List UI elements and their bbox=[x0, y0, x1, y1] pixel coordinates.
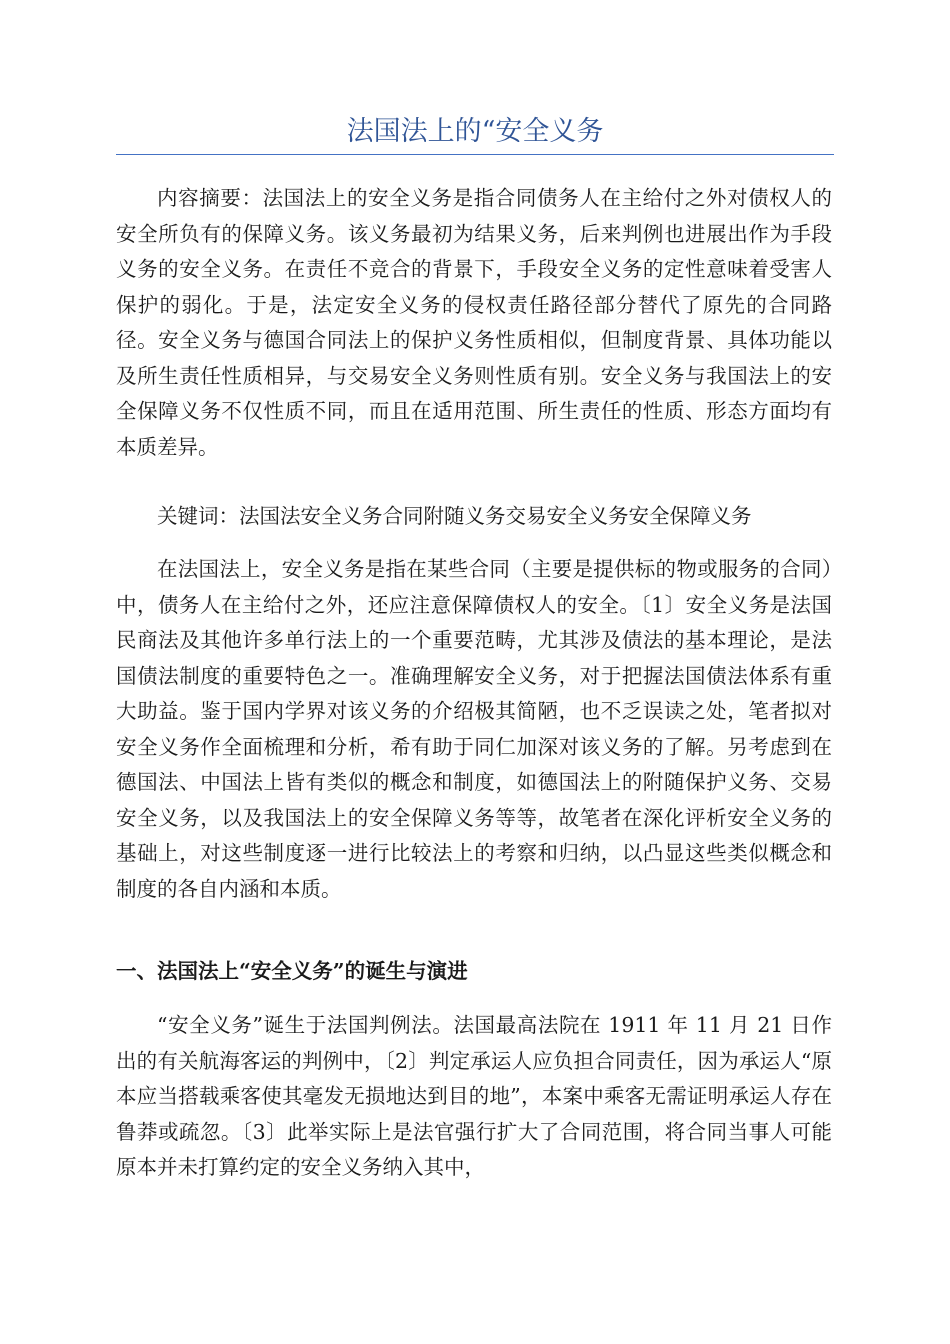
abstract-paragraph: 内容摘要：法国法上的安全义务是指合同债务人在主给付之外对债权人的安全所负有的保障义务。该义务最初为结果义务，后来判例也进展出作为手段义务的安全义务。在责任不竞合的背景下，手段安全义务的定性意味着受害人保护的弱化。于是，法定安全义务的侵权责任路径部分替代了原先的合同路径。安全义务与德国合同法上的保护义务性质相似，但制度背景、具体功能以及所生责任性质相异，与交易安全义务则性质有别。安全义务与我国法上的安全保障义务不仅性质不同，而且在适用范围、所生责任的性质、形态方面均有本质差异。 bbox=[116, 186, 832, 459]
section-paragraph: “安全义务”诞生于法国判例法。法国最高法院在 1911 年 11 月 21 日作出的有关航海客运的判例中，〔2〕判定承运人应负担合同责任，因为承运人“原本应当搭载乘客使其毫发无损地达到目的地”，本案中乘客无需证明承运人存在鲁莽或疏忽。〔3〕此举实际上是法官强行扩大了合同范围，将合同当事人可能原本并未打算约定的安全义务纳入其中， bbox=[116, 1013, 832, 1179]
document-title: 法国法上的“安全义务 bbox=[346, 116, 604, 147]
intro-paragraph: 在法国法上，安全义务是指在某些合同（主要是提供标的物或服务的合同）中，债务人在主给付之外，还应注意保障债权人的安全。〔1〕安全义务是法国民商法及其他许多单行法上的一个重要范畴，尤其涉及债法的基本理论，是法国债法制度的重要特色之一。准确理解安全义务，对于把握法国债法体系有重大助益。鉴于国内学界对该义务的介绍极其简陋，也不乏误读之处，笔者拟对安全义务作全面梳理和分析，希有助于同仁加深对该义务的了解。另考虑到在德国法、中国法上皆有类似的概念和制度，如德国法上的附随保护义务、交易安全义务，以及我国法上的安全保障义务等等，故笔者在深化评析安全义务的基础上，对这些制度逐一进行比较法上的考察和归纳，以凸显这些类似概念和制度的各自内涵和本质。 bbox=[116, 557, 832, 901]
keywords-paragraph: 关键词：法国法安全义务合同附随义务交易安全义务安全保障义务 bbox=[157, 504, 752, 528]
title-underline bbox=[116, 154, 834, 155]
section-heading: 一、法国法上“安全义务”的诞生与演进 bbox=[116, 959, 468, 983]
